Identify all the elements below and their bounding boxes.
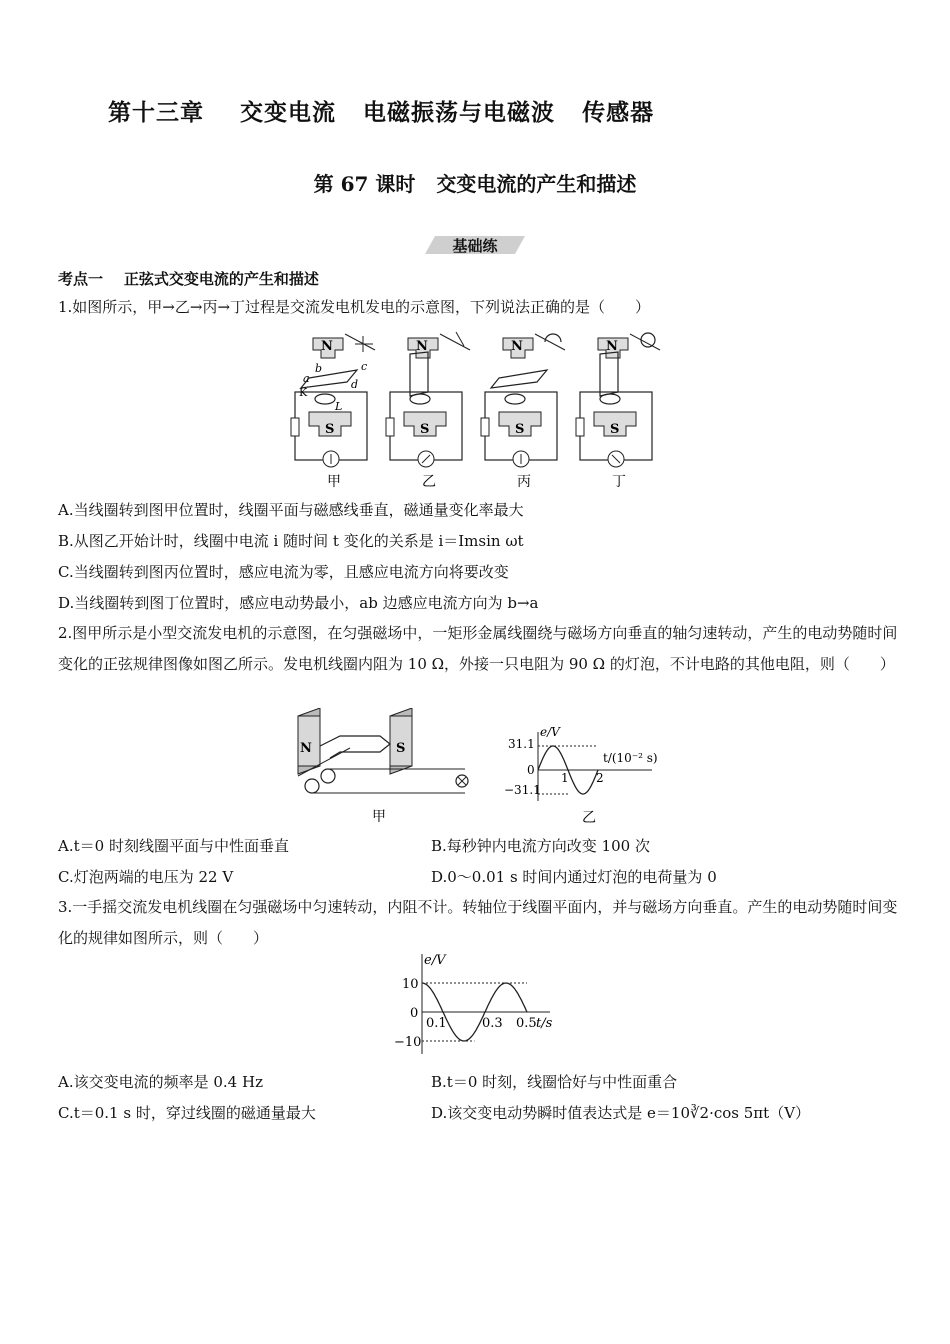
q1-label-k: K <box>299 386 308 399</box>
q2-stem: 2.图甲所示是小型交流发电机的示意图，在匀强磁场中，一矩形金属线圈绕与磁场方向垂直的轴匀速转动，产生的电动势随时间变化的正弦规律图像如图乙所示。发电机线圈内阻为 10 Ω，外接一只电阻为 90 Ω 的灯泡，不计电路的其他电阻，则（ ） <box>58 624 898 673</box>
q3-chart-ytick-top: 10 <box>402 977 419 992</box>
q2-chart-ytick-top: 31.1 <box>508 737 535 751</box>
q2-n-label: N <box>300 741 312 756</box>
q2-chart-ylabel: e/V <box>540 726 560 739</box>
q3-chart-ytick-zero: 0 <box>410 1006 419 1021</box>
q1-fig-label-bing: 丙 <box>517 474 531 490</box>
q3-chart-ytick-bottom: −10 <box>394 1035 422 1050</box>
q3-stem: 3.一手摇交流发电机线圈在匀强磁场中匀速转动，内阻不计。转轴位于线圈平面内，并与磁场方向垂直。产生的电动势随时间变化的规律如图所示，则（ ） <box>58 898 898 947</box>
chapter-title: 第十三章 交变电流 电磁振荡与电磁波 传感器 <box>108 99 655 126</box>
q1-label-b: b <box>315 362 323 375</box>
q1-n-label-3: N <box>511 339 523 354</box>
q2-s-label: S <box>396 741 406 756</box>
q2-option-c: C.灯泡两端的电压为 22 V <box>58 868 234 886</box>
q3-chart-xlabel: t/s <box>536 1016 553 1031</box>
generator-yi <box>386 332 470 467</box>
lesson-title: 第 67 课时 交变电流的产生和描述 <box>313 172 637 196</box>
q1-n-label-1: N <box>321 339 333 354</box>
q3-option-a: A.该交变电流的频率是 0.4 Hz <box>58 1073 263 1091</box>
q1-label-l: L <box>335 400 343 413</box>
q2-chart <box>500 726 670 826</box>
q2-option-b: B.每秒钟内电流方向改变 100 次 <box>431 837 650 855</box>
generator-jia <box>291 334 375 467</box>
q3-chart-xtick-1: 0.1 <box>426 1016 447 1031</box>
section-banner: 基础练 <box>452 237 498 255</box>
q2-chart-xtick-2: 2 <box>596 771 604 785</box>
q3-chart-xtick-3: 0.5 <box>516 1016 537 1031</box>
q2-option-a: A.t＝0 时刻线圈平面与中性面垂直 <box>58 837 289 855</box>
q1-s-label-1: S <box>325 422 335 437</box>
q2-fig-jia <box>290 708 490 833</box>
q2-chart-xtick-1: 1 <box>561 771 569 785</box>
q1-option-c: C.当线圈转到图丙位置时，感应电流为零，且感应电流方向将要改变 <box>58 563 509 581</box>
q1-s-label-4: S <box>610 422 620 437</box>
q3-option-c: C.t＝0.1 s 时，穿过线圈的磁通量最大 <box>58 1104 316 1122</box>
q2-fig-yi-label: 乙 <box>582 810 596 826</box>
q2-chart-ytick-bottom: −31.1 <box>504 783 541 797</box>
q1-option-b: B.从图乙开始计时，线圈中电流 i 随时间 t 变化的关系是 i＝Imsin ωt <box>58 532 524 550</box>
q1-fig-label-ding: 丁 <box>612 474 626 490</box>
q3-chart-ylabel: e/V <box>424 953 446 968</box>
q1-fig-label-jia: 甲 <box>327 474 341 490</box>
q2-chart-ytick-zero: 0 <box>527 763 535 777</box>
q3-option-d: D.该交变电动势瞬时值表达式是 e＝10∛2·cos 5πt（V） <box>431 1104 811 1122</box>
q1-label-c: c <box>361 360 368 373</box>
q1-fig-label-yi: 乙 <box>422 474 436 490</box>
generator-bing <box>481 334 565 467</box>
q2-chart-xlabel: t/(10⁻² s) <box>603 751 658 765</box>
q1-figure <box>285 326 665 492</box>
kaodian-heading: 考点一 正弦式交变电流的产生和描述 <box>58 270 319 288</box>
q1-option-a: A.当线圈转到图甲位置时，线圈平面与磁感线垂直，磁通量变化率最大 <box>58 501 524 519</box>
q3-chart-xtick-2: 0.3 <box>482 1016 503 1031</box>
q2-fig-jia-label: 甲 <box>372 809 386 825</box>
q1-s-label-2: S <box>420 422 430 437</box>
q1-n-label-4: N <box>606 339 618 354</box>
q2-option-d: D.0～0.01 s 时间内通过灯泡的电荷量为 0 <box>431 868 717 886</box>
q3-chart <box>390 948 570 1060</box>
generator-ding <box>576 333 660 467</box>
q1-label-a: a <box>303 372 310 385</box>
q1-stem: 1.如图所示，甲→乙→丙→丁过程是交流发电机发电的示意图，下列说法正确的是（ ） <box>58 298 651 316</box>
q1-option-d: D.当线圈转到图丁位置时，感应电动势最小，ab 边感应电流方向为 b→a <box>58 594 539 612</box>
q1-s-label-3: S <box>515 422 525 437</box>
q1-label-d: d <box>351 378 359 391</box>
q1-n-label-2: N <box>416 339 428 354</box>
q3-option-b: B.t＝0 时刻，线圈恰好与中性面重合 <box>431 1073 678 1091</box>
